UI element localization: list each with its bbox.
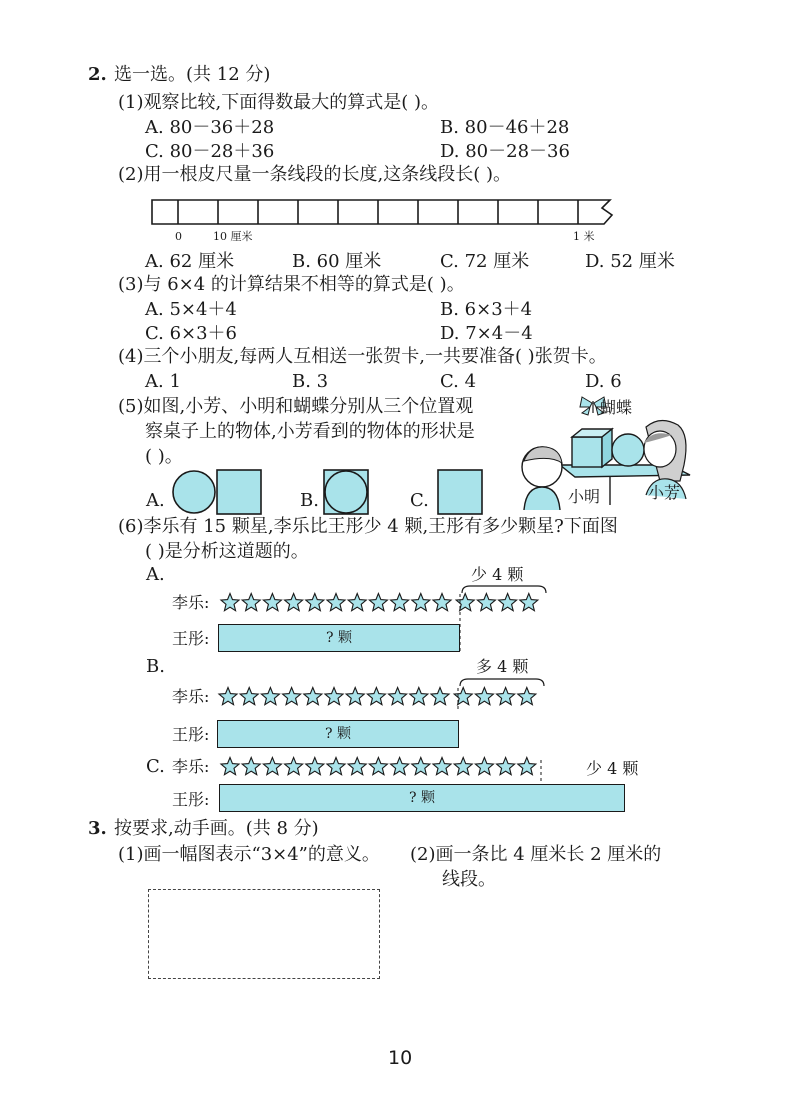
butterfly-label: 蝴蝶	[600, 398, 633, 417]
star-icon	[367, 688, 385, 705]
cube-shape	[572, 429, 612, 467]
q5-option-b-figure	[322, 468, 372, 516]
star-icon	[327, 594, 345, 611]
square-shape	[438, 470, 482, 514]
q2-option-c: C. 72 厘米	[440, 251, 530, 272]
diagram-a-option: A.	[146, 564, 165, 585]
q3-stem: (3)与 6×4 的计算结果不相等的算式是( )。	[118, 274, 465, 295]
q4-stem: (4)三个小朋友,每两人互相送一张贺卡,一共要准备( )张贺卡。	[118, 346, 607, 367]
star-icon	[475, 758, 493, 775]
q2-option-b: B. 60 厘米	[292, 251, 382, 272]
star-icon	[240, 688, 258, 705]
s3-q2-line1: (2)画一条比 4 厘米长 2 厘米的	[410, 844, 662, 865]
star-icon	[518, 758, 536, 775]
diagram-a-row2-label: 王彤:	[172, 629, 210, 648]
diagram-c-bar	[219, 784, 625, 812]
drawing-area[interactable]	[148, 889, 380, 979]
star-icon	[412, 594, 430, 611]
star-icon	[477, 594, 495, 611]
q5-stem-line1: (5)如图,小芳、小明和蝴蝶分别从三个位置观	[118, 396, 474, 417]
diagram-b-brace-text: 多 4 颗	[476, 657, 529, 676]
diagram-b-option: B.	[146, 656, 165, 677]
section3-number: 3.	[88, 818, 107, 839]
q2-stem: (2)用一根皮尺量一条线段的长度,这条线段长( )。	[118, 164, 511, 185]
s3-q1: (1)画一幅图表示“3×4”的意义。	[118, 844, 380, 865]
circle-shape	[173, 471, 215, 513]
star-icon	[369, 758, 387, 775]
star-icon	[283, 688, 301, 705]
q5-option-b-label: B.	[300, 490, 319, 511]
q4-option-a: A. 1	[145, 371, 181, 392]
star-icon	[221, 758, 239, 775]
star-icon	[263, 594, 281, 611]
star-icon	[518, 688, 536, 705]
star-icon	[433, 758, 451, 775]
star-icon	[261, 688, 279, 705]
q3-option-b: B. 6×3＋4	[440, 299, 533, 320]
q5-stem-line3: ( )。	[145, 446, 183, 467]
star-icon	[285, 758, 303, 775]
star-icon	[219, 688, 237, 705]
q6-stem-line2: ( )是分析这道题的。	[145, 541, 309, 562]
star-icon	[285, 594, 303, 611]
star-icon	[520, 594, 538, 611]
star-icon	[348, 594, 366, 611]
diagram-b-dashed-divider	[457, 688, 461, 712]
q6-stem-line1: (6)李乐有 15 颗星,李乐比王彤少 4 颗,王彤有多少颗星?下面图	[118, 516, 618, 537]
q4-option-d: D. 6	[585, 371, 622, 392]
ruler	[152, 200, 612, 224]
star-icon	[391, 758, 409, 775]
sphere-shape	[612, 434, 644, 466]
section2-title: 选一选。(共 12 分)	[114, 64, 271, 85]
diagram-a-brace-text: 少 4 颗	[471, 565, 524, 584]
section3-title: 按要求,动手画。(共 8 分)	[114, 818, 319, 839]
star-icon	[304, 688, 322, 705]
q1-option-a: A. 80－36＋28	[145, 117, 275, 138]
diagram-b-row2-label: 王彤:	[172, 725, 210, 744]
star-icon	[327, 758, 345, 775]
ruler-label-1m: 1 米	[573, 230, 595, 243]
diagram-c-stars	[220, 756, 550, 776]
diagram-c-row2-label: 王彤:	[172, 790, 210, 809]
star-icon	[454, 758, 472, 775]
star-icon	[242, 594, 260, 611]
q3-option-c: C. 6×3＋6	[145, 323, 238, 344]
star-icon	[369, 594, 387, 611]
diagram-a-row1-label: 李乐:	[172, 593, 210, 612]
q5-option-a-label: A.	[146, 490, 165, 511]
square-shape	[217, 470, 261, 514]
q1-option-c: C. 80－28＋36	[145, 141, 275, 162]
star-icon	[263, 758, 281, 775]
s3-q2-line2: 线段。	[442, 869, 496, 890]
diagram-b-stars	[218, 686, 548, 706]
diagram-c-row1-label: 李乐:	[172, 757, 210, 776]
q5-option-c-figure	[436, 468, 486, 516]
q1-option-b: B. 80－46＋28	[440, 117, 570, 138]
diagram-a-stars	[220, 592, 550, 612]
q4-option-c: C. 4	[440, 371, 477, 392]
q4-option-b: B. 3	[292, 371, 329, 392]
diagram-c-option: C.	[146, 756, 165, 777]
star-icon	[348, 758, 366, 775]
star-icon	[475, 688, 493, 705]
xiaofang-label: 小芳	[648, 483, 681, 502]
star-icon	[346, 688, 364, 705]
star-icon	[221, 594, 239, 611]
star-icon	[391, 594, 409, 611]
xiaoming-figure	[522, 447, 562, 510]
star-icon	[433, 594, 451, 611]
star-icon	[389, 688, 407, 705]
ruler-label-10cm: 10 厘米	[213, 230, 253, 243]
ruler-label-0: 0	[175, 230, 182, 243]
diagram-b-bar-text: ? 颗	[325, 726, 351, 742]
diagram-c-brace-text: 少 4 颗	[586, 759, 639, 778]
star-icon	[306, 594, 324, 611]
star-icon	[325, 688, 343, 705]
star-icon	[412, 758, 430, 775]
star-icon	[499, 594, 517, 611]
xiaoming-label: 小明	[568, 487, 601, 506]
diagram-a-bar	[218, 624, 460, 652]
diagram-b-bar	[217, 720, 459, 748]
star-icon	[306, 758, 324, 775]
q2-option-a: A. 62 厘米	[145, 251, 235, 272]
diagram-b-row1-label: 李乐:	[172, 687, 210, 706]
star-icon	[242, 758, 260, 775]
q5-option-c-label: C.	[410, 490, 429, 511]
q3-option-a: A. 5×4＋4	[145, 299, 237, 320]
page-number: 10	[388, 1047, 413, 1069]
star-icon	[497, 688, 515, 705]
diagram-c-bar-text: ? 颗	[409, 790, 435, 806]
q1-stem: (1)观察比较,下面得数最大的算式是( )。	[118, 92, 439, 113]
q5-option-a-figure	[172, 468, 267, 516]
q1-option-d: D. 80－28－36	[440, 141, 570, 162]
section2-number: 2.	[88, 64, 107, 85]
q5-stem-line2: 察桌子上的物体,小芳看到的物体的形状是	[145, 421, 475, 442]
q2-option-d: D. 52 厘米	[585, 251, 675, 272]
ruler-figure	[150, 198, 620, 228]
star-icon	[410, 688, 428, 705]
star-icon	[431, 688, 449, 705]
star-icon	[497, 758, 515, 775]
q3-option-d: D. 7×4－4	[440, 323, 533, 344]
diagram-a-bar-text: ? 颗	[326, 630, 352, 646]
